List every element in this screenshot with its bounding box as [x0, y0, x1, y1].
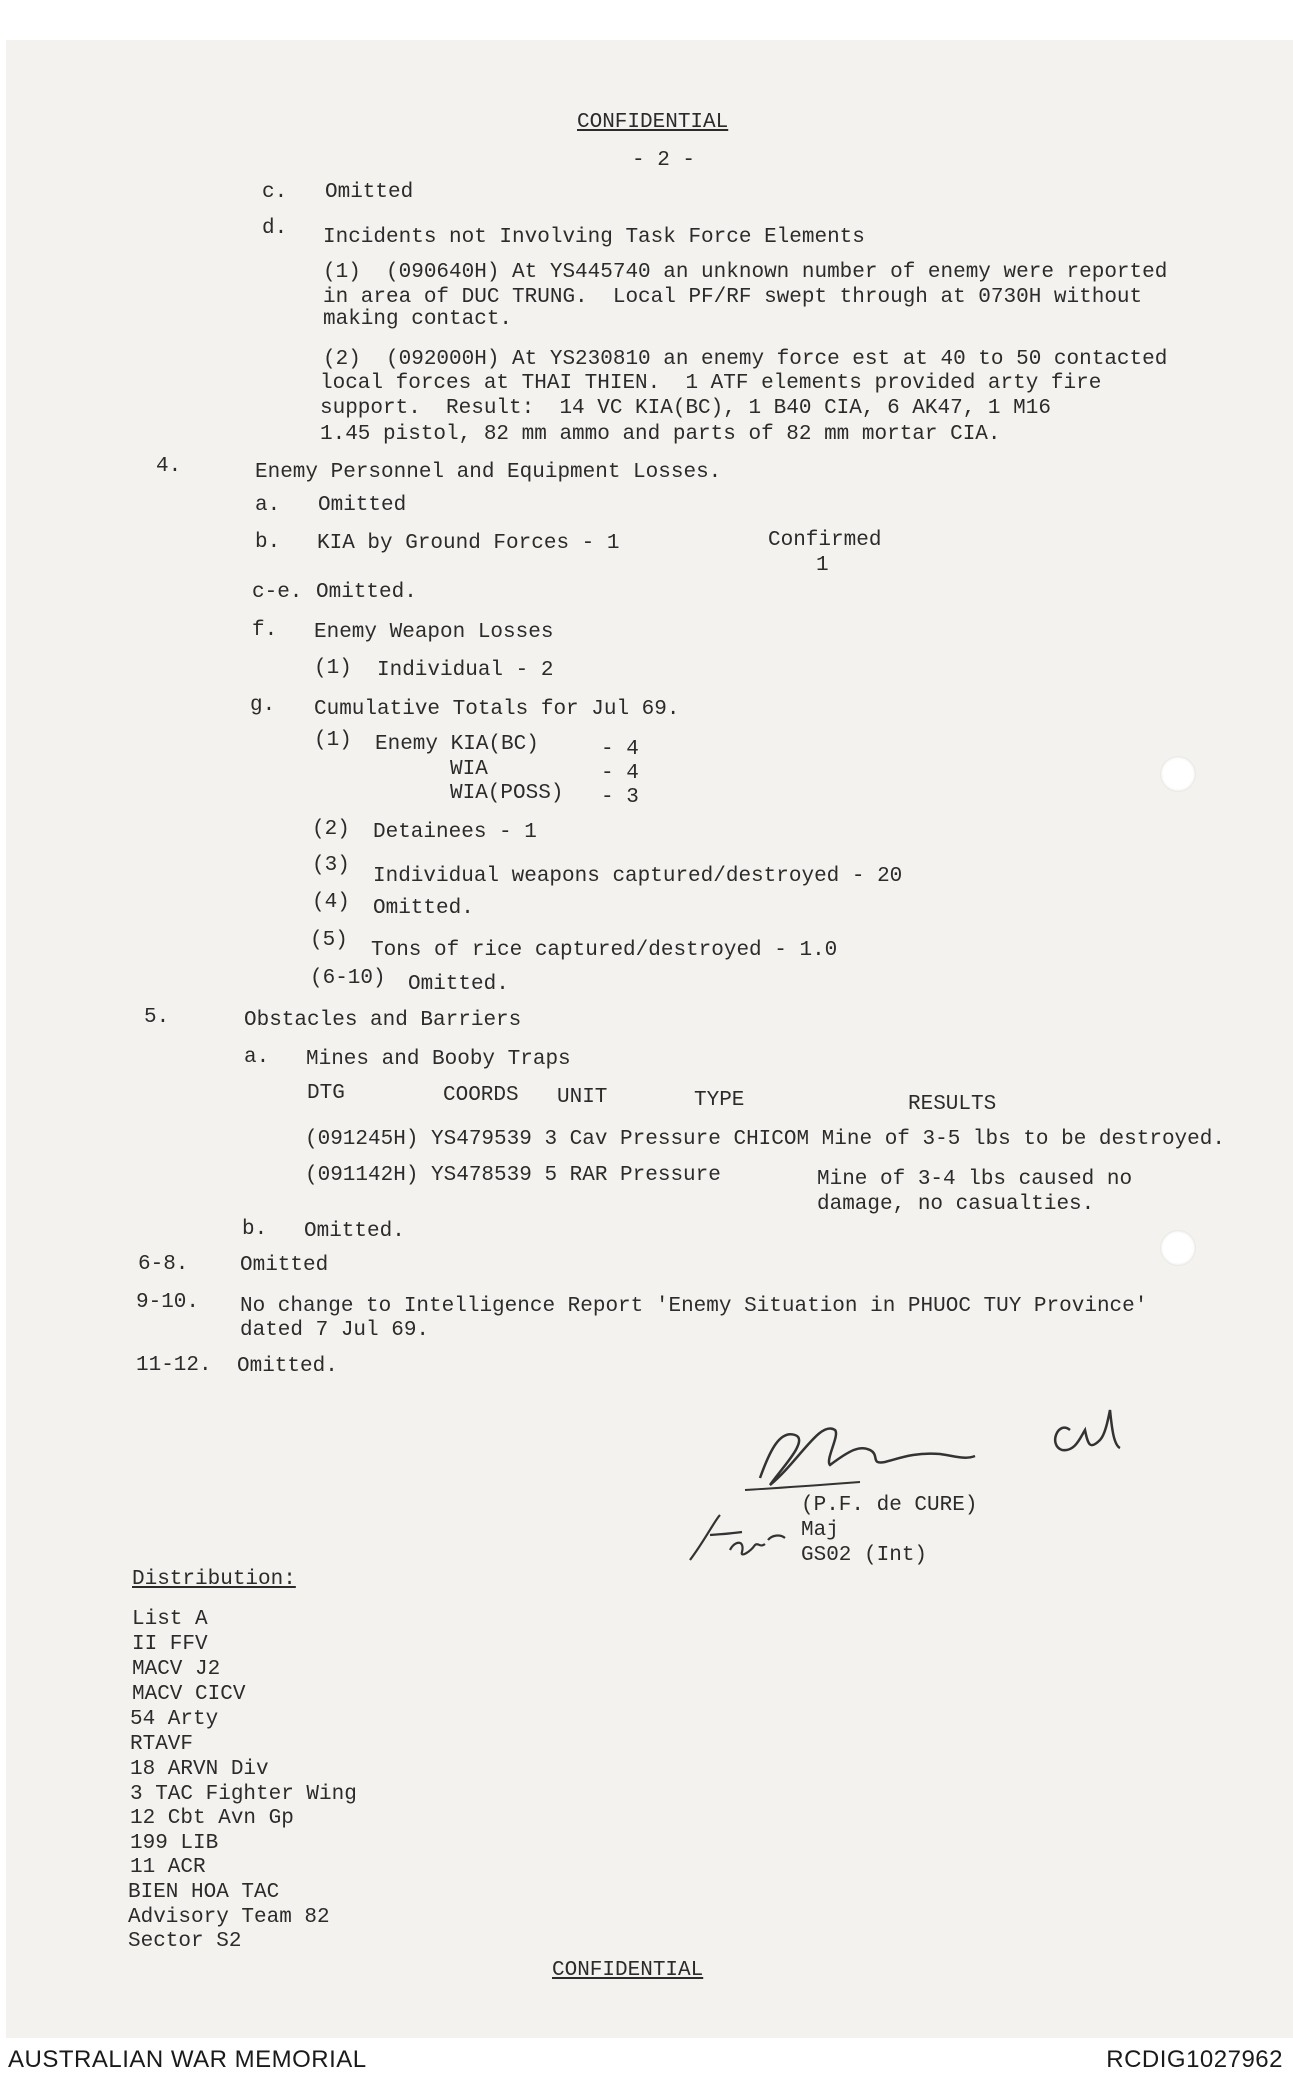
section-number: 5.: [144, 1006, 170, 1029]
sub-label: (1): [314, 729, 352, 752]
section-title: Enemy Personnel and Equipment Losses.: [255, 461, 722, 484]
list-item: MACV J2: [132, 1658, 221, 1681]
section-title: Obstacles and Barriers: [244, 1009, 522, 1032]
table-cell-results: Mine of 3-4 lbs caused no: [817, 1168, 1133, 1191]
table-header-results: RESULTS: [908, 1093, 997, 1116]
item-label: c-e.: [252, 581, 303, 604]
list-item: 54 Arty: [130, 1708, 219, 1731]
list-item: 199 LIB: [130, 1832, 219, 1855]
sub-label: (1): [314, 657, 352, 680]
table-header-dtg: DTG: [307, 1082, 345, 1105]
for-mark: [680, 1500, 790, 1570]
sub-text: Detainees - 1: [373, 821, 537, 844]
list-item: List A: [132, 1608, 208, 1631]
sub-label: (4): [312, 891, 350, 914]
sub-text: Omitted.: [408, 973, 509, 996]
signature-text: R Holmes Capt: [740, 1390, 748, 1391]
item-label: d.: [262, 217, 288, 240]
table-header-coords: COORDS: [443, 1084, 519, 1107]
item-title: Incidents not Involving Task Force Elements: [323, 226, 865, 249]
item-text: Mines and Booby Traps: [306, 1048, 571, 1071]
for-text: for: [680, 1500, 682, 1501]
totals-label: WIA(POSS): [450, 782, 564, 805]
list-item: BIEN HOA TAC: [128, 1881, 280, 1904]
item-text: Omitted.: [304, 1220, 405, 1243]
totals-label: Enemy KIA(BC): [375, 733, 539, 756]
sub-label: (5): [310, 929, 348, 952]
signatory-rank: Maj: [801, 1519, 839, 1542]
list-item: 3 TAC Fighter Wing: [130, 1783, 357, 1806]
section-number: 4.: [156, 455, 182, 478]
list-item: 18 ARVN Div: [130, 1758, 269, 1781]
list-item: 11 ACR: [130, 1856, 206, 1879]
handwritten-signature: [740, 1390, 1170, 1510]
sub-label: (3): [312, 854, 350, 877]
sub-text: Omitted.: [373, 897, 474, 920]
sub-text: Tons of rice captured/destroyed - 1.0: [371, 939, 838, 962]
signatory-position: GS02 (Int): [801, 1544, 928, 1567]
punch-hole: [1160, 1230, 1196, 1266]
confirmed-value: 1: [816, 554, 829, 577]
table-cell-results: damage, no casualties.: [817, 1193, 1095, 1216]
table-row: (091245H) YS479539 3 Cav Pressure CHICOM Mine of 3-5 lbs to be destroyed.: [305, 1128, 1225, 1151]
item-label: c.: [262, 181, 288, 204]
punch-hole: [1160, 756, 1196, 792]
paragraph-line: making contact.: [323, 308, 513, 331]
classification-footer: CONFIDENTIAL: [552, 1959, 704, 1982]
paragraph-line: support. Result: 14 VC KIA(BC), 1 B40 CIA, 6 AK47, 1 M16: [320, 397, 1051, 420]
paragraph-line: (2) (092000H) At YS230810 an enemy force est at 40 to 50 contacted: [323, 348, 1168, 371]
item-text: Omitted: [325, 181, 414, 204]
sub-text: Individual - 2: [377, 659, 554, 682]
list-item: Sector S2: [128, 1930, 242, 1953]
table-header-unit: UNIT: [557, 1086, 608, 1109]
column-heading: Confirmed: [768, 529, 882, 552]
item-label: b.: [242, 1218, 268, 1241]
list-item: MACV CICV: [132, 1683, 246, 1706]
page-number: - 2 -: [632, 149, 696, 172]
sub-label: (6-10): [310, 967, 386, 990]
paragraph-line: local forces at THAI THIEN. 1 ATF elements provided arty fire: [320, 372, 1102, 395]
section-number: 9-10.: [136, 1291, 200, 1314]
signatory-name: (P.F. de CURE): [801, 1494, 978, 1517]
paragraph-line: 1.45 pistol, 82 mm ammo and parts of 82 mm mortar CIA.: [320, 423, 1001, 446]
item-label: f.: [252, 619, 278, 642]
paragraph-line: in area of DUC TRUNG. Local PF/RF swept through at 0730H without: [323, 286, 1143, 309]
list-item: Advisory Team 82: [128, 1906, 330, 1929]
archive-name: AUSTRALIAN WAR MEMORIAL: [8, 2046, 367, 2073]
table-row: (091142H) YS478539 5 RAR Pressure: [305, 1164, 721, 1187]
distribution-title: Distribution:: [132, 1568, 296, 1591]
section-number: 11-12.: [136, 1354, 212, 1377]
document-page: [6, 40, 1293, 2038]
item-text: Omitted.: [316, 581, 417, 604]
list-item: 12 Cbt Avn Gp: [130, 1807, 294, 1830]
paragraph-line: No change to Intelligence Report 'Enemy Situation in PHUOC TUY Province': [240, 1295, 1148, 1318]
totals-label: WIA: [450, 758, 488, 781]
section-text: Omitted.: [237, 1355, 338, 1378]
item-text: Omitted: [318, 494, 407, 517]
archive-reference: RCDIG1027962: [1106, 2046, 1283, 2073]
list-item: II FFV: [132, 1633, 208, 1656]
totals-value: - 3: [601, 786, 639, 809]
paragraph-line: (1) (090640H) At YS445740 an unknown number of enemy were reported: [323, 261, 1168, 284]
item-text: Cumulative Totals for Jul 69.: [314, 698, 680, 721]
paragraph-line: dated 7 Jul 69.: [240, 1319, 430, 1342]
totals-value: - 4: [601, 762, 639, 785]
list-item: RTAVF: [130, 1733, 194, 1756]
item-text: KIA by Ground Forces - 1: [317, 532, 620, 555]
item-label: a.: [255, 494, 281, 517]
sub-label: (2): [312, 818, 350, 841]
table-header-type: TYPE: [694, 1089, 745, 1112]
classification-header: CONFIDENTIAL: [577, 111, 729, 134]
totals-value: - 4: [601, 738, 639, 761]
item-text: Enemy Weapon Losses: [314, 621, 554, 644]
item-label: a.: [244, 1046, 270, 1069]
item-label: g.: [250, 694, 276, 717]
section-text: Omitted: [240, 1254, 329, 1277]
item-label: b.: [255, 531, 281, 554]
section-number: 6-8.: [138, 1253, 189, 1276]
sub-text: Individual weapons captured/destroyed - 20: [373, 865, 903, 888]
